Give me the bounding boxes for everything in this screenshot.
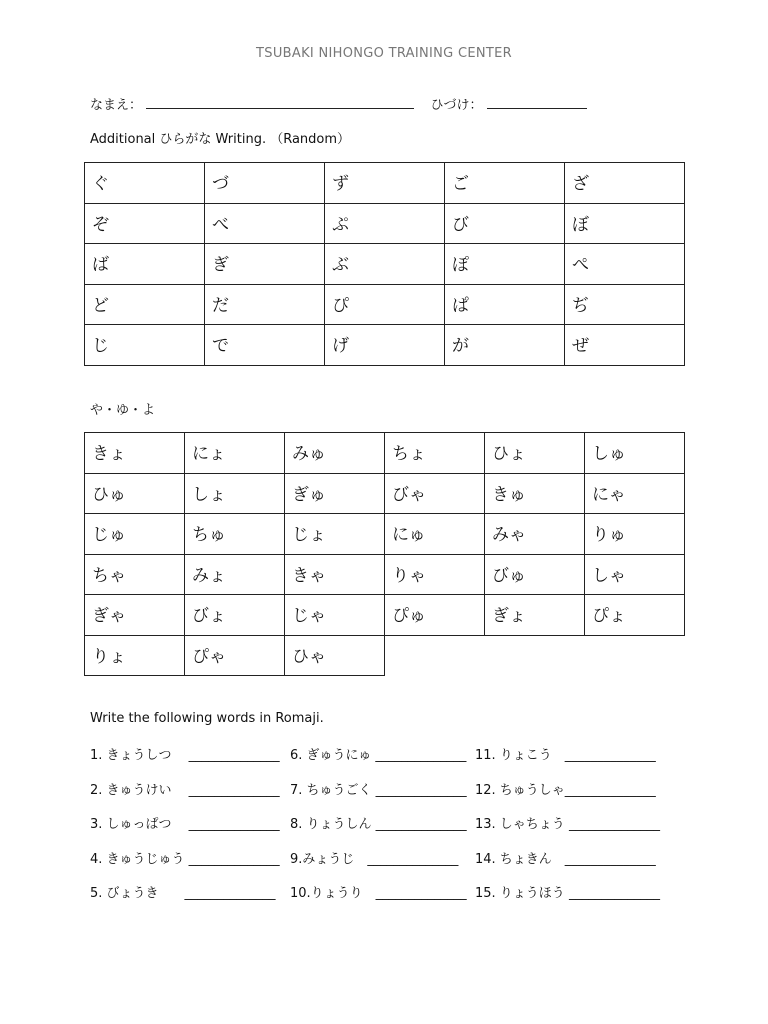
- kana-cell: じゅ: [85, 514, 185, 555]
- kana-cell: きゃ: [285, 554, 385, 595]
- kana-cell: しゃ: [585, 554, 685, 595]
- quiz-item[interactable]: 10.りょうり ______________: [290, 886, 467, 901]
- name-date-line: [90, 94, 587, 113]
- name-field[interactable]: [146, 96, 414, 109]
- kana-cell: ご: [445, 163, 565, 204]
- kana-cell: ぐ: [85, 163, 205, 204]
- date-label: ひづけ：: [430, 98, 483, 113]
- section-title-yayuyo: や・ゆ・よ: [90, 403, 156, 418]
- kana-cell: ぴゃ: [185, 635, 285, 676]
- kana-cell: が: [445, 325, 565, 366]
- kana-cell: みゅ: [285, 433, 385, 474]
- table-row: [85, 203, 685, 244]
- kana-cell: ぱ: [445, 284, 565, 325]
- kana-cell: しょ: [185, 473, 285, 514]
- kana-cell: ざ: [565, 163, 685, 204]
- page-header: TSUBAKI NIHONGO TRAINING CENTER: [256, 46, 512, 61]
- kana-cell: みゃ: [485, 514, 585, 555]
- empty-cell: [485, 635, 585, 676]
- quiz-item[interactable]: 1. きょうしつ ______________: [90, 748, 280, 763]
- quiz-item[interactable]: 13. しゃちょう ______________: [475, 817, 660, 832]
- yoon-table: [84, 432, 685, 676]
- table-row: [85, 473, 685, 514]
- kana-cell: ぎょ: [485, 595, 585, 636]
- table-row: [85, 595, 685, 636]
- date-field[interactable]: [487, 96, 587, 109]
- kana-cell: ぽ: [445, 244, 565, 285]
- quiz-item[interactable]: 8. りょうしん ______________: [290, 817, 467, 832]
- kana-cell: きゅ: [485, 473, 585, 514]
- kana-cell: ど: [85, 284, 205, 325]
- kana-cell: りゃ: [385, 554, 485, 595]
- table-row: [85, 284, 685, 325]
- hiragana-table: [84, 162, 685, 366]
- kana-cell: げ: [325, 325, 445, 366]
- kana-cell: び: [445, 203, 565, 244]
- kana-cell: りょ: [85, 635, 185, 676]
- quiz-item[interactable]: 5. びょうき ______________: [90, 886, 276, 901]
- kana-cell: びゃ: [385, 473, 485, 514]
- kana-cell: ぴょ: [585, 595, 685, 636]
- quiz-item[interactable]: 12. ちゅうしゃ______________: [475, 782, 656, 798]
- kana-cell: ぎゃ: [85, 595, 185, 636]
- kana-cell: じょ: [285, 514, 385, 555]
- kana-cell: ぺ: [565, 244, 685, 285]
- table-row: [85, 554, 685, 595]
- kana-cell: ぎゅ: [285, 473, 385, 514]
- kana-cell: ぜ: [565, 325, 685, 366]
- kana-cell: りゅ: [585, 514, 685, 555]
- kana-cell: ちゃ: [85, 554, 185, 595]
- kana-cell: ぶ: [325, 244, 445, 285]
- kana-cell: ひょ: [485, 433, 585, 474]
- table-row: [85, 163, 685, 204]
- quiz-item[interactable]: 6. ぎゅうにゅ ______________: [290, 748, 467, 763]
- kana-cell: で: [205, 325, 325, 366]
- kana-cell: ぷ: [325, 203, 445, 244]
- table-row: [85, 433, 685, 474]
- table-row: [85, 514, 685, 555]
- quiz-item[interactable]: 9.みょうじ ______________: [290, 851, 459, 867]
- kana-cell: にゃ: [585, 473, 685, 514]
- kana-cell: しゅ: [585, 433, 685, 474]
- kana-cell: ぴゅ: [385, 595, 485, 636]
- quiz-item[interactable]: 3. しゅっぱつ ______________: [90, 817, 280, 832]
- quiz-item[interactable]: 7. ちゅうごく ______________: [290, 782, 467, 798]
- kana-cell: ぎ: [205, 244, 325, 285]
- kana-cell: きょ: [85, 433, 185, 474]
- kana-cell: にゅ: [385, 514, 485, 555]
- quiz-item[interactable]: 14. ちょきん ______________: [475, 851, 656, 867]
- kana-cell: ぼ: [565, 203, 685, 244]
- kana-cell: ぴ: [325, 284, 445, 325]
- quiz-item[interactable]: 2. きゅうけい ______________: [90, 782, 280, 798]
- quiz-item[interactable]: 4. きゅうじゅう ______________: [90, 851, 280, 867]
- kana-cell: ひゅ: [85, 473, 185, 514]
- quiz-item[interactable]: 15. りょうほう ______________: [475, 886, 660, 901]
- kana-cell: ちょ: [385, 433, 485, 474]
- name-label: なまえ：: [90, 98, 143, 113]
- section-title-random: Additional ひらがな Writing. （Random）: [90, 132, 351, 147]
- kana-cell: ば: [85, 244, 205, 285]
- kana-cell: びゅ: [485, 554, 585, 595]
- kana-cell: じゃ: [285, 595, 385, 636]
- kana-cell: ぞ: [85, 203, 205, 244]
- kana-cell: づ: [205, 163, 325, 204]
- empty-cell: [385, 635, 485, 676]
- kana-cell: だ: [205, 284, 325, 325]
- kana-cell: じ: [85, 325, 205, 366]
- kana-cell: みょ: [185, 554, 285, 595]
- kana-cell: ちゅ: [185, 514, 285, 555]
- section-title-romaji: Write the following words in Romaji.: [90, 711, 324, 726]
- table-row: [85, 635, 685, 676]
- kana-cell: べ: [205, 203, 325, 244]
- kana-cell: ず: [325, 163, 445, 204]
- empty-cell: [585, 635, 685, 676]
- table-row: [85, 244, 685, 285]
- kana-cell: ひゃ: [285, 635, 385, 676]
- kana-cell: ぢ: [565, 284, 685, 325]
- table-row: [85, 325, 685, 366]
- kana-cell: にょ: [185, 433, 285, 474]
- quiz-item[interactable]: 11. りょこう ______________: [475, 748, 656, 763]
- kana-cell: びょ: [185, 595, 285, 636]
